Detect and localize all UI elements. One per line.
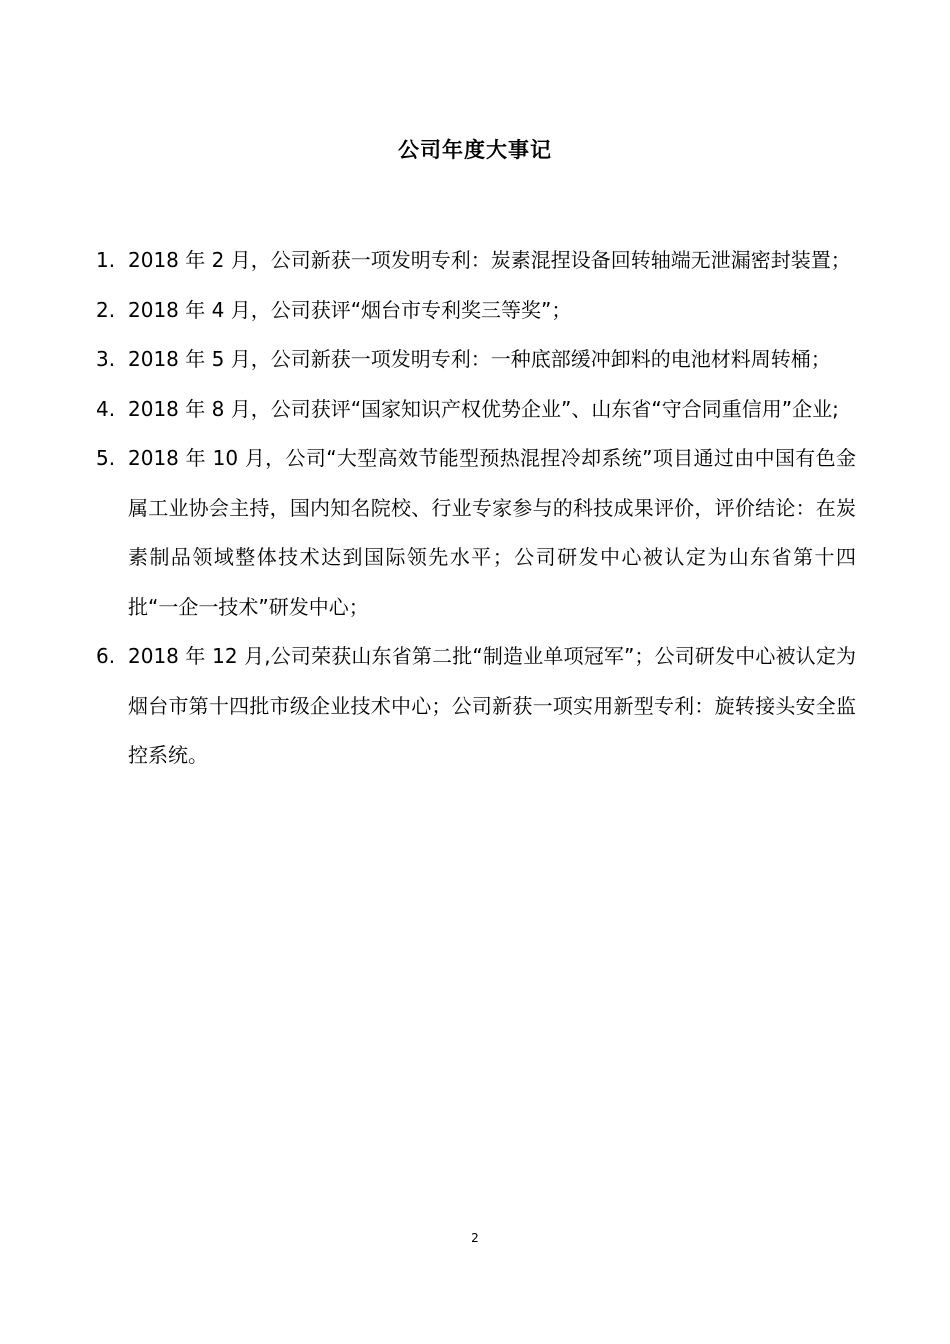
event-item-4 <box>96 385 856 435</box>
event-text: 2018 年 8 月，公司获评“国家知识产权优势企业”、山东省“守合同重信用”企业; <box>128 396 839 421</box>
page-title: 公司年度大事记 <box>398 138 552 162</box>
event-number: 6. <box>96 644 116 668</box>
event-item-3 <box>96 335 856 385</box>
page-number: 2 <box>471 1231 479 1245</box>
event-item-5 <box>96 434 856 632</box>
event-list <box>96 236 856 781</box>
event-number: 2. <box>96 297 116 322</box>
event-item-1 <box>96 236 856 286</box>
event-text: 2018 年 5 月，公司新获一项发明专利：一种底部缓冲卸料的电池材料周转桶； <box>128 347 831 371</box>
event-text: 2018 年 2 月，公司新获一项发明专利：炭素混捏设备回转轴端无泄漏密封装置； <box>128 248 851 272</box>
event-text: 2018 年 12 月,公司荣获山东省第二批“制造业单项冠军”；公司研发中心被认定为烟台市第十四批市级企业技术中心；公司新获一项实用新型专利：旋转接头安全监控系统。 <box>128 644 856 767</box>
event-text: 2018 年 4 月，公司获评“烟台市专利奖三等奖”； <box>128 297 572 322</box>
event-number: 4. <box>96 396 116 421</box>
event-text: 2018 年 10 月，公司“大型高效节能型预热混捏冷却系统”项目通过由中国有色金属工业协会主持，国内知名院校、行业专家参与的科技成果评价，评价结论：在炭素制品领域整体技术达到国际领先水平；公司研发中心被认定为山东省第十四批“一企一技术”研发中心； <box>128 446 856 619</box>
event-number: 1. <box>96 248 116 272</box>
event-item-6 <box>96 632 856 781</box>
event-number: 5. <box>96 446 116 470</box>
event-item-2 <box>96 286 856 336</box>
event-number: 3. <box>96 347 116 371</box>
